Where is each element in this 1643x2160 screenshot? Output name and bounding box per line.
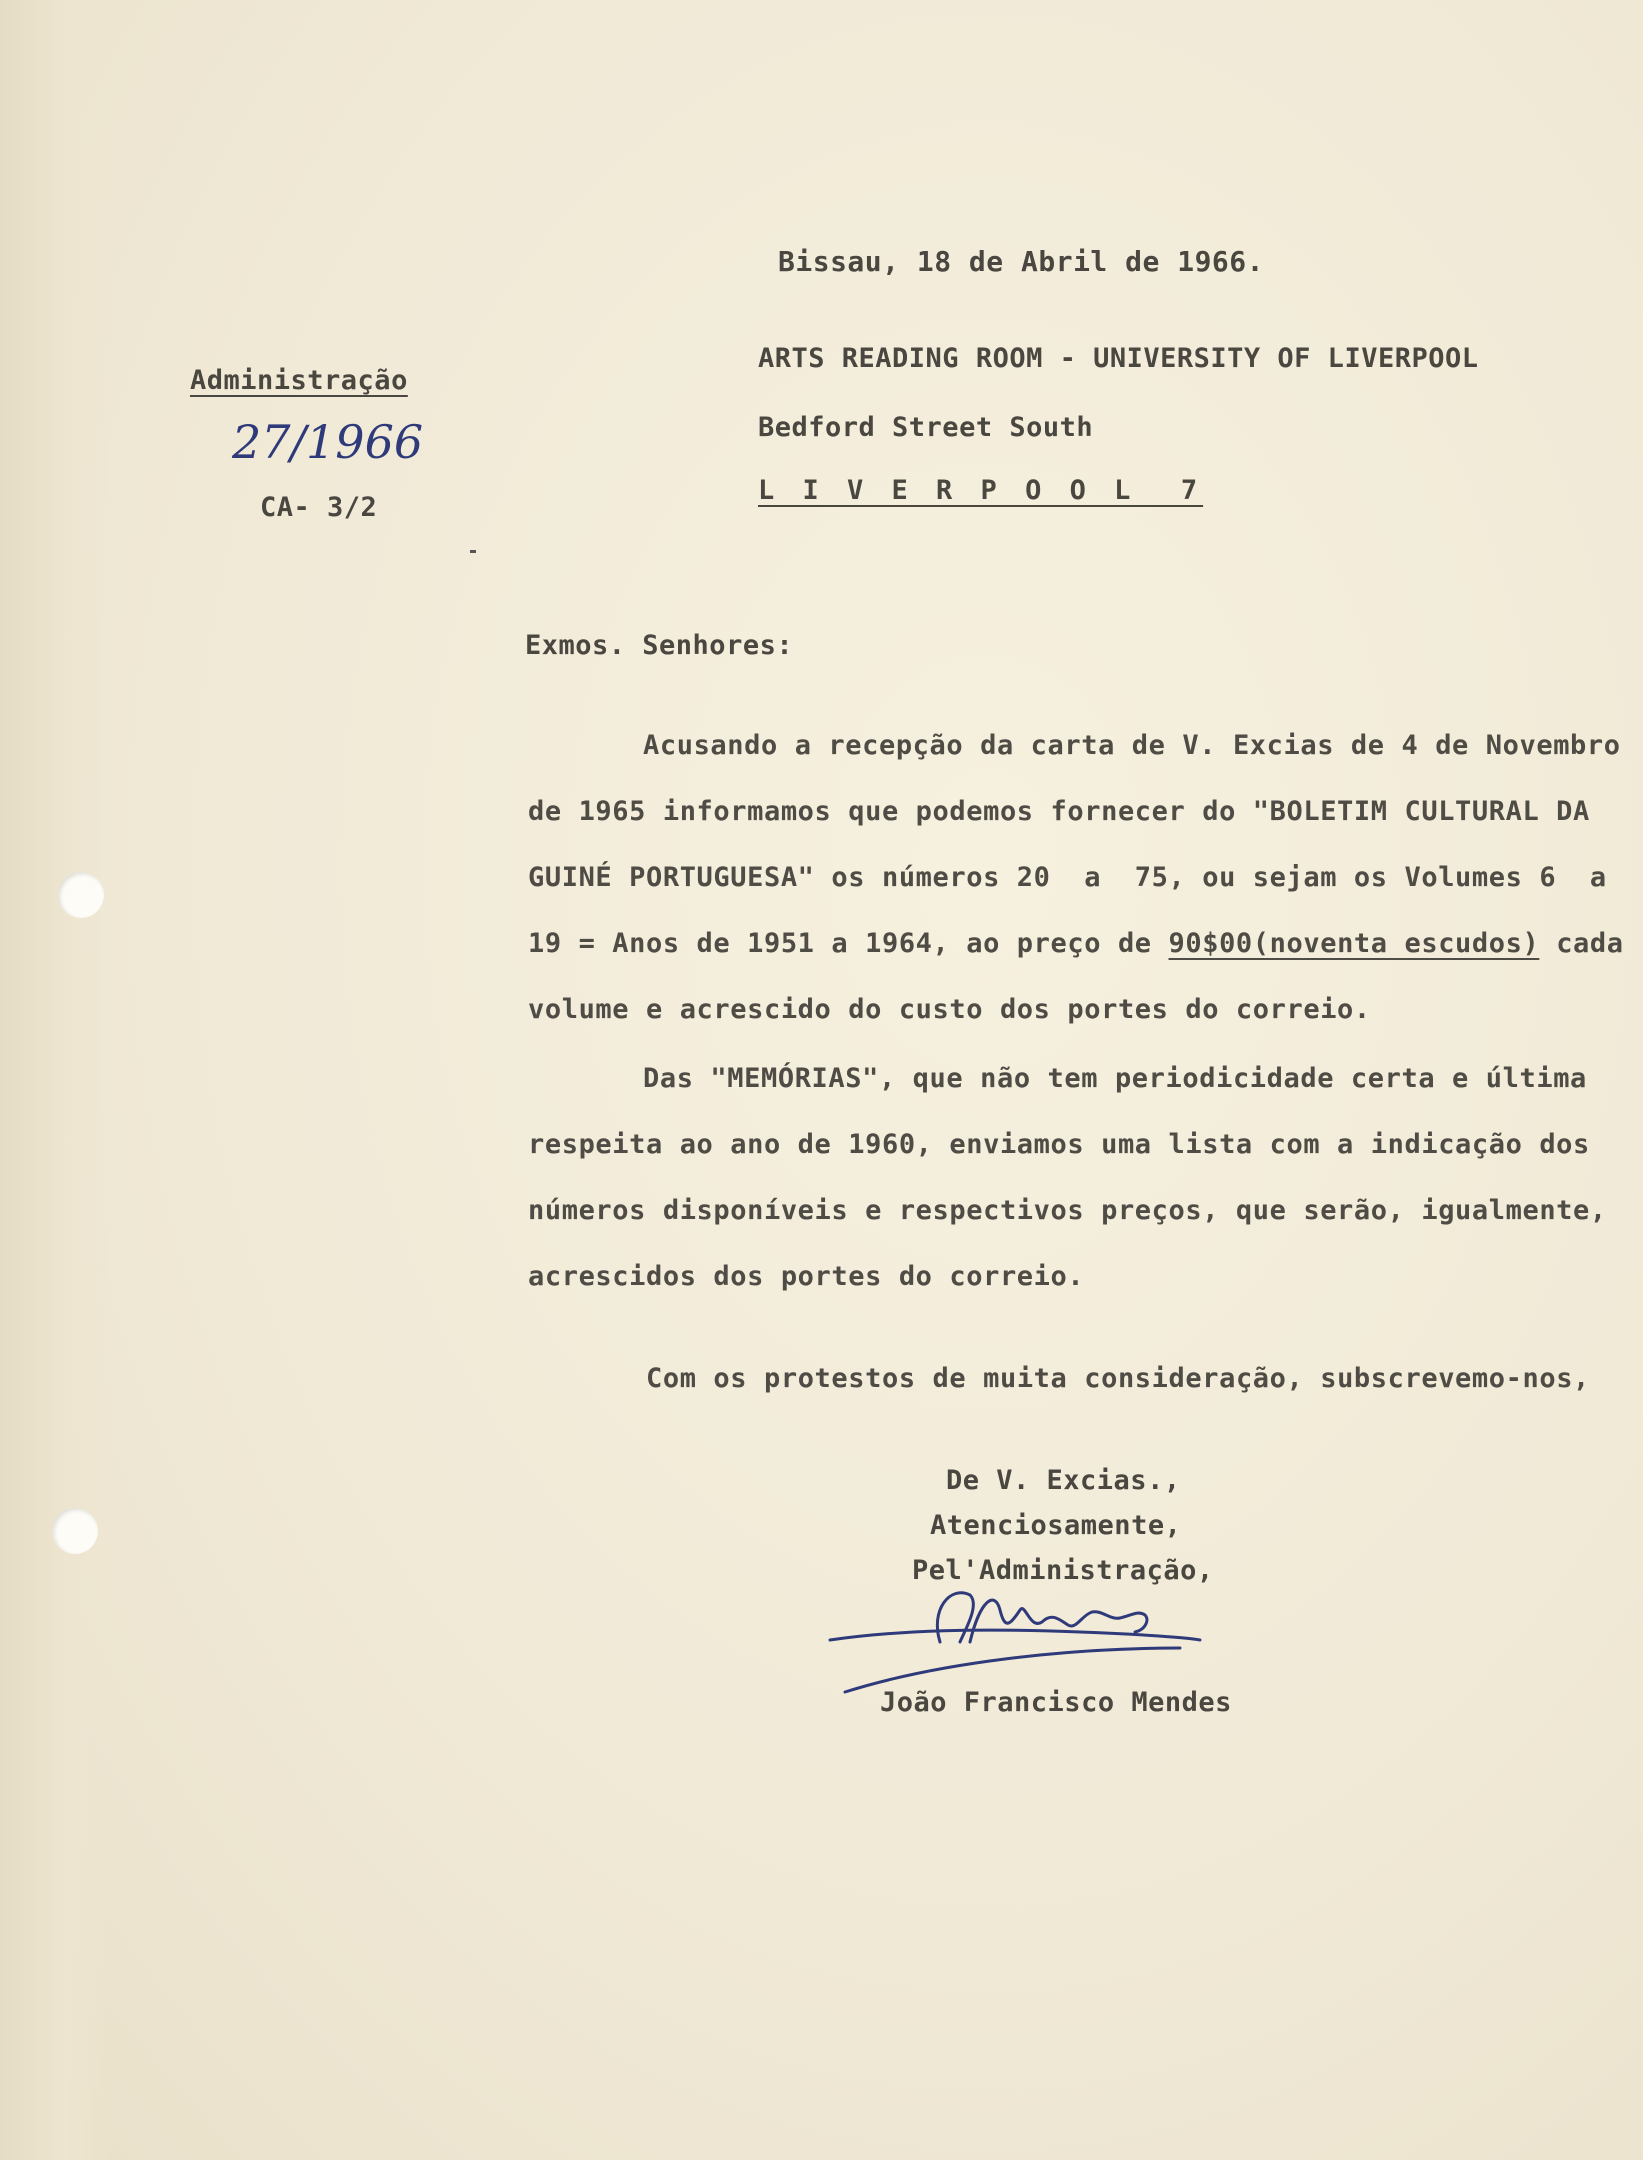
body-line-5: volume e acrescido do custo dos portes do correio. [528, 994, 1371, 1025]
closing-line-1: De V. Excias., [946, 1465, 1181, 1496]
body-line-3: GUINÉ PORTUGUESA" os números 20 a 75, ou sejam os Volumes 6 a [528, 862, 1607, 893]
body-line-4-start: 19 = Anos de 1951 a 1964, ao preço de [528, 928, 1169, 959]
salutation: Exmos. Senhores: [525, 630, 794, 661]
body-line-7: respeita ao ano de 1960, enviamos uma lista com a indicação dos [528, 1129, 1590, 1160]
recipient-line-1: ARTS READING ROOM - UNIVERSITY OF LIVERPOOL [758, 343, 1479, 374]
closing-line-2: Atenciosamente, [930, 1510, 1182, 1541]
closing-line-3: Pel'Administração, [912, 1555, 1214, 1586]
recipient-line-3: L I V E R P O O L 7 [758, 475, 1204, 506]
body-line-8: números disponíveis e respectivos preços, que serão, igualmente, [528, 1195, 1607, 1226]
body-line-6: Das "MEMÓRIAS", que não tem periodicidade certa e última [643, 1063, 1587, 1094]
date-line: Bissau, 18 de Abril de 1966. [778, 245, 1265, 278]
signatory-name: João Francisco Mendes [880, 1687, 1232, 1718]
body-line-10: Com os protestos de muita consideração, subscrevemo-nos, [646, 1363, 1590, 1394]
recipient-line-2: Bedford Street South [758, 412, 1094, 443]
body-line-4 [528, 928, 1624, 959]
body-line-9: acrescidos dos portes do correio. [528, 1261, 1085, 1292]
ink-speck [470, 550, 476, 553]
margin-heading: Administração [190, 365, 408, 396]
margin-code: CA- 3/2 [260, 492, 378, 523]
punch-hole-top-icon [58, 872, 104, 918]
body-line-1: Acusando a recepção da carta de V. Excias de 4 de Novembro [643, 730, 1621, 761]
body-line-4-end: cada [1539, 928, 1624, 959]
body-line-2: de 1965 informamos que podemos fornecer do "BOLETIM CULTURAL DA [528, 796, 1590, 827]
margin-handwritten-number: 27/1966 [232, 415, 424, 469]
paper-edge-shade [0, 0, 110, 2160]
punch-hole-bottom-icon [52, 1508, 98, 1554]
price-underlined: 90$00(noventa escudos) [1168, 928, 1540, 959]
